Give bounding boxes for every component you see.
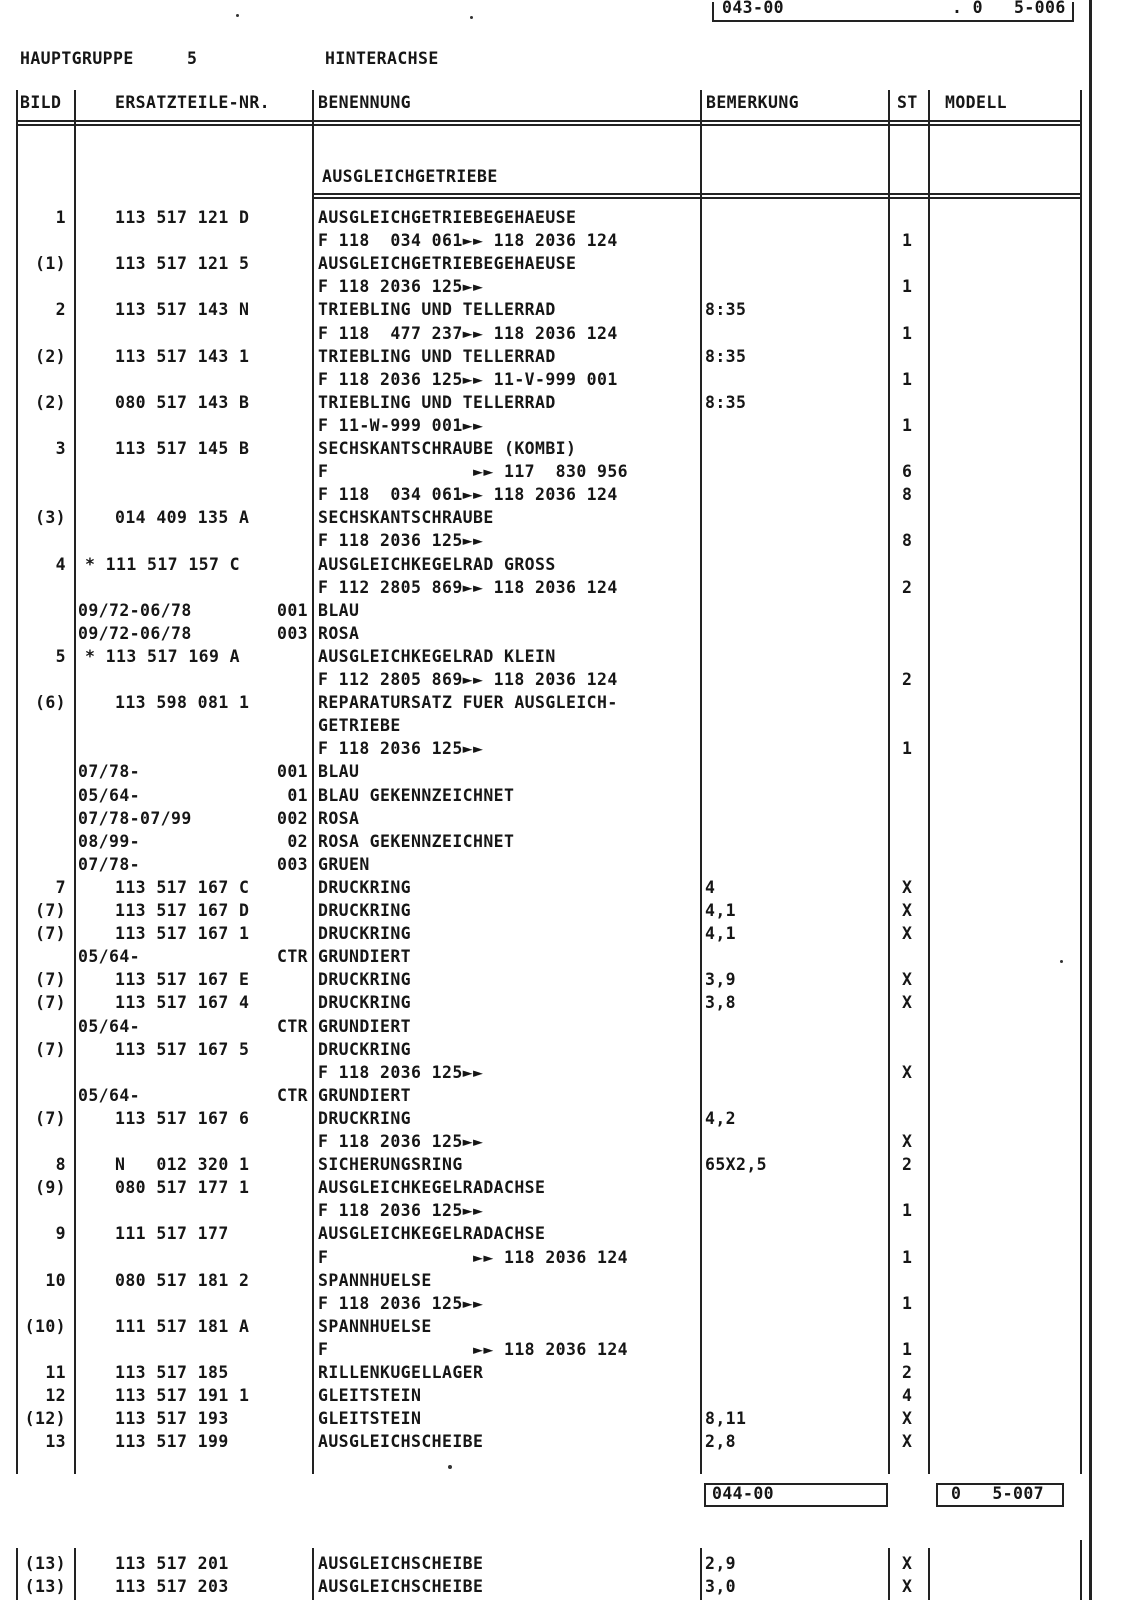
table-row: [0, 899, 1100, 922]
table-row: [0, 275, 1100, 298]
cell-st: X: [902, 877, 913, 897]
cell-st: X: [902, 1409, 913, 1429]
table-row: [0, 645, 1100, 668]
cell-st: 2: [902, 577, 913, 597]
cell-part-number: 080 517 181 2: [115, 1270, 250, 1290]
cell-benennung: F 118 034 061►► 118 2036 124: [318, 231, 618, 251]
table-row: [0, 807, 1100, 830]
table-row: [0, 368, 1100, 391]
cell-bild: 12: [45, 1386, 66, 1406]
group-name: HINTERACHSE: [325, 49, 439, 68]
cell-st: 2: [902, 1363, 913, 1382]
cell-variant-code: 02: [287, 831, 308, 851]
cell-bild: (13): [24, 1554, 66, 1573]
cell-bild: (7): [34, 1039, 66, 1059]
cell-benennung: F 118 2036 125►►: [318, 1293, 484, 1313]
table-row: [0, 737, 1100, 760]
column-header-ersatzteile-nr: ERSATZTEILE-NR.: [115, 93, 271, 112]
table-row: [0, 553, 1100, 576]
cell-part-number: 113 598 081 1: [115, 693, 250, 713]
cell-benennung: AUSGLEICHSCHEIBE: [318, 1432, 484, 1452]
cell-variant-code: CTR: [276, 1016, 308, 1036]
cell-bemerkung: 2,9: [705, 1554, 737, 1573]
scan-speck: [448, 1465, 452, 1469]
table-row: [0, 830, 1100, 853]
column-header-modell: MODELL: [945, 93, 1008, 112]
cell-bemerkung: 8:35: [705, 300, 747, 320]
group-label: HAUPTGRUPPE: [20, 49, 134, 68]
cell-bemerkung: 4,2: [705, 1108, 737, 1128]
cell-benennung: SICHERUNGSRING: [318, 1155, 463, 1175]
cell-bild: (7): [34, 970, 66, 990]
table-row: [0, 1292, 1100, 1315]
cell-bemerkung: 8,11: [705, 1409, 747, 1429]
cell-part-number: 113 517 121 D: [115, 208, 250, 227]
table-row: [0, 483, 1100, 506]
table-row: [0, 322, 1100, 345]
cell-part-number: 07/78-: [78, 762, 141, 782]
cell-st: 2: [902, 670, 913, 689]
page-reference-top-left: 043-00: [722, 0, 785, 17]
table-row: [0, 1246, 1100, 1269]
cell-benennung: GLEITSTEIN: [318, 1386, 422, 1406]
cell-bemerkung: 4: [705, 877, 716, 897]
page-reference-bottom-left: 044-00: [712, 1484, 775, 1503]
cell-benennung: F ►► 117 830 956: [318, 462, 629, 482]
cell-part-number: 05/64-: [78, 1085, 141, 1105]
cell-part-number: 08/99-: [78, 831, 141, 851]
cell-st: 1: [902, 415, 913, 435]
cell-bild: 8: [55, 1155, 66, 1175]
scan-speck: [236, 14, 239, 17]
cell-benennung: AUSGLEICHKEGELRAD GROSS: [318, 554, 556, 574]
cell-variant-code: 01: [287, 785, 308, 805]
cell-bemerkung: 3,0: [705, 1577, 737, 1597]
cell-part-number: 09/72-06/78: [78, 600, 192, 620]
column-header-st: ST: [897, 93, 918, 112]
cell-part-number: 113 517 143 N: [115, 300, 250, 320]
cell-st: 1: [902, 277, 913, 297]
table-row: [0, 760, 1100, 783]
cell-part-number: 014 409 135 A: [115, 508, 250, 528]
table-row: [0, 1061, 1100, 1084]
cell-part-number: 080 517 177 1: [115, 1178, 250, 1198]
cell-st: 8: [902, 531, 913, 551]
cell-part-number: 113 517 167 5: [115, 1039, 250, 1059]
cell-part-number: 07/78-: [78, 854, 141, 874]
column-header-bemerkung: BEMERKUNG: [706, 93, 800, 112]
table-row: [0, 945, 1100, 968]
cell-bild: 4: [55, 554, 66, 574]
table-row: [0, 991, 1100, 1014]
header-rule-bottom: [16, 124, 1080, 126]
cell-st: 6: [902, 462, 913, 482]
table-row: [0, 622, 1100, 645]
section-rule-top: [314, 193, 1080, 195]
cell-st: 2: [902, 1155, 913, 1175]
cell-part-number: 113 517 185: [115, 1363, 229, 1382]
cell-benennung: F 112 2805 869►► 118 2036 124: [318, 670, 618, 689]
cell-part-number: 113 517 191 1: [115, 1386, 250, 1406]
cell-benennung: AUSGLEICHSCHEIBE: [318, 1554, 484, 1573]
cell-st: X: [902, 901, 913, 920]
cell-benennung: BLAU: [318, 762, 360, 782]
cell-st: X: [902, 1577, 913, 1597]
cell-benennung: F 118 2036 125►►: [318, 739, 484, 759]
cell-part-number: 113 517 199: [115, 1432, 229, 1452]
cell-part-number: 113 517 167 4: [115, 993, 250, 1013]
cell-part-number: * 113 517 169 A: [85, 646, 241, 666]
cell-benennung: F 118 2036 125►►: [318, 1201, 484, 1221]
cell-benennung: SECHSKANTSCHRAUBE (KOMBI): [318, 439, 577, 458]
cell-benennung: ROSA: [318, 623, 360, 643]
cell-part-number: 113 517 167 6: [115, 1108, 250, 1128]
cell-st: X: [902, 1554, 913, 1573]
column-header-bild: BILD: [20, 93, 62, 112]
cell-st: 8: [902, 485, 913, 505]
cell-benennung: AUSGLEICHKEGELRAD KLEIN: [318, 646, 556, 666]
table-row: [0, 1430, 1100, 1453]
cell-bild: (13): [24, 1577, 66, 1597]
cell-benennung: AUSGLEICHGETRIEBEGEHAEUSE: [318, 208, 577, 227]
table-row: [0, 1153, 1100, 1176]
cell-benennung: TRIEBLING UND TELLERRAD: [318, 392, 556, 412]
table-row: [0, 229, 1100, 252]
cell-bild: 10: [45, 1270, 66, 1290]
cell-benennung: F 118 034 061►► 118 2036 124: [318, 485, 618, 505]
cell-bild: (2): [34, 392, 66, 412]
table-row: [0, 968, 1100, 991]
cell-benennung: DRUCKRING: [318, 1108, 412, 1128]
table-row: [0, 437, 1100, 460]
cell-variant-code: 003: [276, 623, 308, 643]
cell-bild: (3): [34, 508, 66, 528]
table-row: [0, 1176, 1100, 1199]
cell-benennung: AUSGLEICHKEGELRADACHSE: [318, 1224, 546, 1244]
table-row: [0, 1015, 1100, 1038]
cell-benennung: GRUNDIERT: [318, 1016, 412, 1036]
cell-part-number: 113 517 143 1: [115, 346, 250, 366]
cell-variant-code: 002: [276, 808, 308, 828]
cell-bild: 3: [55, 439, 66, 458]
cell-st: 4: [902, 1386, 913, 1406]
column-header-benennung: BENENNUNG: [318, 93, 412, 112]
table-row: [0, 1315, 1100, 1338]
scan-speck: [1060, 960, 1063, 963]
cell-st: 1: [902, 739, 913, 759]
cell-part-number: 09/72-06/78: [78, 623, 192, 643]
cell-benennung: DRUCKRING: [318, 877, 412, 897]
table-row: [0, 460, 1100, 483]
cell-benennung: ROSA: [318, 808, 360, 828]
group-number: 5: [187, 49, 198, 68]
cell-bild: (7): [34, 1108, 66, 1128]
table-row: [0, 391, 1100, 414]
cell-benennung: F 11-W-999 001►►: [318, 415, 484, 435]
cell-bild: 11: [45, 1363, 66, 1382]
cell-part-number: 113 517 167 C: [115, 877, 250, 897]
cell-st: X: [902, 924, 913, 944]
cell-benennung: DRUCKRING: [318, 993, 412, 1013]
cell-bemerkung: 65X2,5: [705, 1155, 768, 1175]
cell-benennung: DRUCKRING: [318, 901, 412, 920]
table-row: [0, 1084, 1100, 1107]
cell-bild: (6): [34, 693, 66, 713]
cell-benennung: F ►► 118 2036 124: [318, 1247, 629, 1267]
cell-benennung: GRUNDIERT: [318, 947, 412, 967]
table-row: [0, 345, 1100, 368]
cell-benennung: GRUNDIERT: [318, 1085, 412, 1105]
cell-variant-code: CTR: [276, 947, 308, 967]
table-row: [0, 298, 1100, 321]
table-row: [0, 576, 1100, 599]
cell-st: 1: [902, 369, 913, 389]
table-row: [0, 1575, 1100, 1598]
cell-bild: (7): [34, 901, 66, 920]
table-row: [0, 922, 1100, 945]
cell-part-number: 111 517 181 A: [115, 1316, 250, 1336]
cell-part-number: 111 517 177: [115, 1224, 229, 1244]
cell-benennung: TRIEBLING UND TELLERRAD: [318, 346, 556, 366]
cell-benennung: REPARATURSATZ FUER AUSGLEICH-: [318, 693, 618, 713]
header-rule-top: [16, 120, 1080, 122]
cell-bild: (12): [24, 1409, 66, 1429]
section-rule-bottom: [314, 197, 1080, 199]
table-row: [0, 1269, 1100, 1292]
cell-part-number: 05/64-: [78, 947, 141, 967]
cell-st: X: [902, 1132, 913, 1151]
cell-st: 1: [902, 1201, 913, 1221]
cell-benennung: DRUCKRING: [318, 970, 412, 990]
cell-bild: 13: [45, 1432, 66, 1452]
cell-part-number: 080 517 143 B: [115, 392, 250, 412]
table-row: [0, 714, 1100, 737]
cell-benennung: GRUEN: [318, 854, 370, 874]
table-row: [0, 1407, 1100, 1430]
table-row: [0, 1107, 1100, 1130]
cell-st: X: [902, 970, 913, 990]
page-reference-top-right: . 0 5-006: [952, 0, 1066, 17]
cell-part-number: 05/64-: [78, 1016, 141, 1036]
cell-benennung: F 118 2036 125►►: [318, 1132, 484, 1151]
cell-benennung: DRUCKRING: [318, 924, 412, 944]
cell-st: 1: [902, 1293, 913, 1313]
cell-bild: 2: [55, 300, 66, 320]
cell-benennung: F 118 2036 125►►: [318, 277, 484, 297]
cell-bild: (10): [24, 1316, 66, 1336]
cell-bild: 5: [55, 646, 66, 666]
table-row: [0, 691, 1100, 714]
table-row: [0, 529, 1100, 552]
cell-part-number: 05/64-: [78, 785, 141, 805]
cell-benennung: GLEITSTEIN: [318, 1409, 422, 1429]
cell-part-number: 113 517 121 5: [115, 254, 250, 274]
table-row: [0, 853, 1100, 876]
cell-benennung: AUSGLEICHKEGELRADACHSE: [318, 1178, 546, 1198]
cell-part-number: 113 517 203: [115, 1577, 229, 1597]
cell-benennung: DRUCKRING: [318, 1039, 412, 1059]
cell-bemerkung: 4,1: [705, 924, 737, 944]
cell-bemerkung: 3,9: [705, 970, 737, 990]
table-row: [0, 252, 1100, 275]
page-reference-bottom-right: 0 5-007: [951, 1484, 1045, 1503]
cell-bild: (7): [34, 924, 66, 944]
cell-st: 1: [902, 231, 913, 251]
table-row: [0, 206, 1100, 229]
cell-part-number: 113 517 145 B: [115, 439, 250, 458]
cell-bild: 7: [55, 877, 66, 897]
cell-bild: (1): [34, 254, 66, 274]
cell-benennung: F ►► 118 2036 124: [318, 1339, 629, 1359]
cell-part-number: 113 517 193: [115, 1409, 229, 1429]
cell-bild: (7): [34, 993, 66, 1013]
table-row: [0, 1038, 1100, 1061]
cell-variant-code: 001: [276, 600, 308, 620]
cell-benennung: AUSGLEICHSCHEIBE: [318, 1577, 484, 1597]
cell-bemerkung: 2,8: [705, 1432, 737, 1452]
cell-st: X: [902, 993, 913, 1013]
table-row: [0, 1384, 1100, 1407]
cell-benennung: SPANNHUELSE: [318, 1316, 432, 1336]
cell-benennung: F 118 2036 125►►: [318, 1062, 484, 1082]
cell-benennung: BLAU: [318, 600, 360, 620]
cell-bild: (9): [34, 1178, 66, 1198]
cell-benennung: BLAU GEKENNZEICHNET: [318, 785, 515, 805]
table-row: [0, 1361, 1100, 1384]
table-row: [0, 784, 1100, 807]
cell-bemerkung: 8:35: [705, 346, 747, 366]
cell-benennung: F 118 2036 125►► 11-V-999 001: [318, 369, 618, 389]
table-row: [0, 1199, 1100, 1222]
cell-benennung: F 118 2036 125►►: [318, 531, 484, 551]
table-row: [0, 414, 1100, 437]
table-row: [0, 1338, 1100, 1361]
cell-bild: (2): [34, 346, 66, 366]
cell-part-number: 113 517 167 E: [115, 970, 250, 990]
cell-bemerkung: 3,8: [705, 993, 737, 1013]
cell-benennung: F 118 477 237►► 118 2036 124: [318, 323, 618, 343]
table-row: [0, 506, 1100, 529]
cell-bild: 1: [55, 208, 66, 227]
cell-st: 1: [902, 1247, 913, 1267]
cell-benennung: TRIEBLING UND TELLERRAD: [318, 300, 556, 320]
cell-part-number: 113 517 167 1: [115, 924, 250, 944]
cell-part-number: 07/78-07/99: [78, 808, 192, 828]
table-row: [0, 599, 1100, 622]
section-title: AUSGLEICHGETRIEBE: [322, 167, 498, 186]
cell-part-number: 113 517 167 D: [115, 901, 250, 920]
cell-benennung: SPANNHUELSE: [318, 1270, 432, 1290]
cell-st: X: [902, 1062, 913, 1082]
cell-part-number: * 111 517 157 C: [85, 554, 241, 574]
table-row: [0, 1130, 1100, 1153]
cell-benennung: ROSA GEKENNZEICHNET: [318, 831, 515, 851]
cell-bemerkung: 8:35: [705, 392, 747, 412]
cell-benennung: GETRIEBE: [318, 716, 401, 736]
cell-st: 1: [902, 323, 913, 343]
table-row: [0, 668, 1100, 691]
cell-variant-code: 003: [276, 854, 308, 874]
cell-variant-code: CTR: [276, 1085, 308, 1105]
scan-speck: [470, 16, 473, 19]
cell-bild: 9: [55, 1224, 66, 1244]
cell-st: X: [902, 1432, 913, 1452]
table-row: [0, 1222, 1100, 1245]
cell-benennung: F 112 2805 869►► 118 2036 124: [318, 577, 618, 597]
cell-part-number: 113 517 201: [115, 1554, 229, 1573]
cell-bemerkung: 4,1: [705, 901, 737, 920]
table-row: [0, 876, 1100, 899]
cell-st: 1: [902, 1339, 913, 1359]
cell-variant-code: 001: [276, 762, 308, 782]
cell-part-number: N 012 320 1: [115, 1155, 250, 1175]
table-row: [0, 1552, 1100, 1575]
cell-benennung: SECHSKANTSCHRAUBE: [318, 508, 494, 528]
cell-benennung: AUSGLEICHGETRIEBEGEHAEUSE: [318, 254, 577, 274]
cell-benennung: RILLENKUGELLAGER: [318, 1363, 484, 1382]
